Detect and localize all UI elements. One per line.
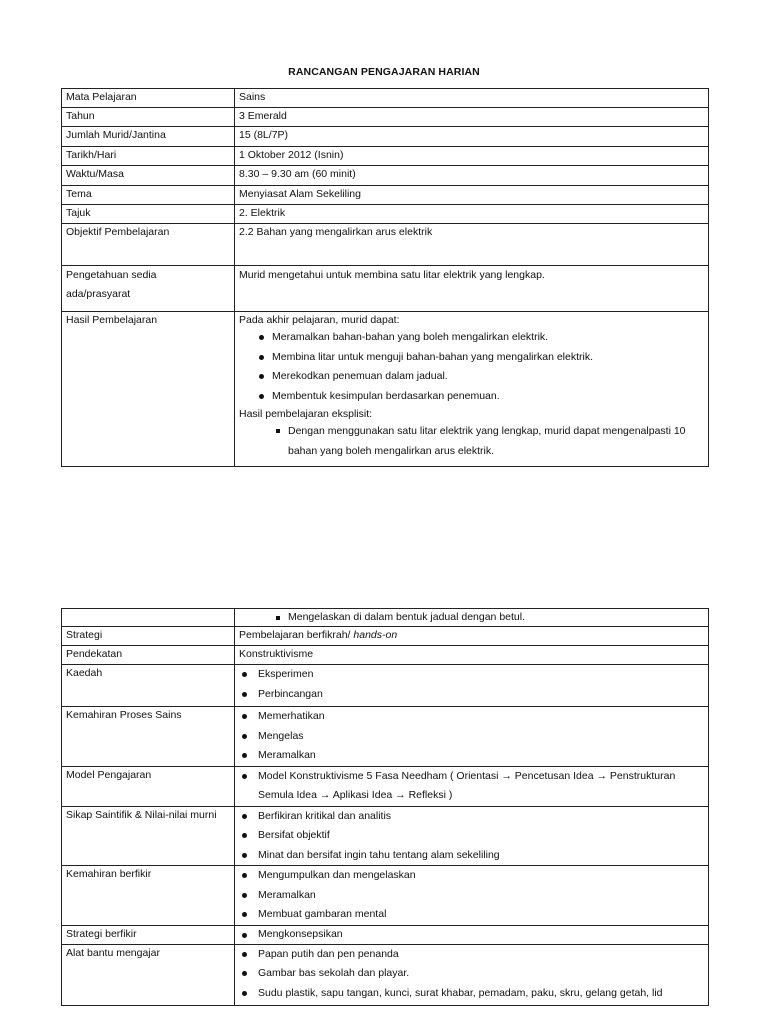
row-label: Kemahiran berfikir	[62, 866, 235, 926]
list-item: Perbincangan	[239, 685, 704, 705]
row-value: 8.30 – 9.30 am (60 minit)	[235, 166, 709, 186]
list-item: Membentuk kesimpulan berdasarkan penemuan.	[239, 387, 704, 407]
strategi-italic: hands-on	[353, 629, 398, 641]
row-label: Kaedah	[62, 665, 235, 707]
row-value	[235, 665, 709, 707]
list-item: Minat dan bersifat ingin tahu tentang alam sekeliling	[239, 846, 704, 866]
row-label: Pendekatan	[62, 646, 235, 665]
model-list	[239, 767, 704, 806]
table-row	[62, 707, 709, 767]
list-item: Memerhatikan	[239, 707, 704, 727]
row-label: Strategi	[62, 627, 235, 646]
row-label: Sikap Saintifik & Nilai-nilai murni	[62, 806, 235, 866]
table-row	[62, 627, 709, 646]
row-value	[235, 627, 709, 646]
row-label: Model Pengajaran	[62, 766, 235, 806]
item-line: Model Konstruktivisme 5 Fasa Needham ( Orientasi → Pencetusan Idea → Penstrukturan	[258, 769, 676, 782]
row-value: Menyiasat Alam Sekeliling	[235, 186, 709, 205]
row-label: Objektif Pembelajaran	[62, 224, 235, 266]
row-label: Tema	[62, 186, 235, 205]
row-value	[235, 312, 709, 467]
list-item	[239, 422, 704, 461]
hasil-intro: Pada akhir pelajaran, murid dapat:	[239, 314, 400, 326]
row-label: Waktu/Masa	[62, 166, 235, 186]
row-label: Hasil Pembelajaran	[62, 312, 235, 467]
list-item: Berfikiran kritikal dan analitis	[239, 807, 704, 827]
table-row	[62, 147, 709, 166]
list-item: Meramalkan bahan-bahan yang boleh mengalirkan elektrik.	[239, 328, 704, 348]
table-row	[62, 205, 709, 224]
row-value	[235, 944, 709, 1005]
table-row	[62, 89, 709, 108]
abm-list	[239, 945, 704, 1004]
list-item: Gambar bas sekolah dan playar.	[239, 964, 704, 984]
strategi-berfikir-list	[239, 926, 704, 943]
row-label: Strategi berfikir	[62, 925, 235, 944]
row-label: Alat bantu mengajar	[62, 944, 235, 1005]
hasil-list	[239, 328, 704, 406]
row-value: Murid mengetahui untuk membina satu litar elektrik yang lengkap.	[235, 266, 709, 312]
list-item: Meramalkan	[239, 886, 704, 906]
list-item: Mengumpulkan dan mengelaskan	[239, 866, 704, 886]
table-row	[62, 646, 709, 665]
table-row	[62, 766, 709, 806]
eksplisit-label: Hasil pembelajaran eksplisit:	[239, 408, 373, 420]
row-label: Tarikh/Hari	[62, 147, 235, 166]
row-value: Sains	[235, 89, 709, 108]
row-label	[62, 266, 235, 312]
row-value	[235, 766, 709, 806]
lesson-detail-table	[61, 608, 709, 1006]
label-line: ada/prasyarat	[66, 288, 131, 300]
row-value: 3 Emerald	[235, 108, 709, 127]
kps-list	[239, 707, 704, 766]
table-row	[62, 127, 709, 147]
row-value	[235, 806, 709, 866]
row-label: Tajuk	[62, 205, 235, 224]
row-label: Kemahiran Proses Sains	[62, 707, 235, 767]
row-value	[235, 866, 709, 926]
list-item: Membuat gambaran mental	[239, 905, 704, 925]
row-value: 15 (8L/7P)	[235, 127, 709, 147]
list-item: Membina litar untuk menguji bahan-bahan yang mengalirkan elektrik.	[239, 348, 704, 368]
row-label: Tahun	[62, 108, 235, 127]
list-item: Merekodkan penemuan dalam jadual.	[239, 367, 704, 387]
sikap-list	[239, 807, 704, 866]
page-title: RANCANGAN PENGAJARAN HARIAN	[288, 66, 480, 78]
row-value	[235, 609, 709, 627]
row-label	[62, 609, 235, 627]
item-line: bahan yang boleh mengalirkan arus elektrik.	[288, 444, 495, 457]
row-value: 1 Oktober 2012 (Isnin)	[235, 147, 709, 166]
continued-list	[239, 609, 704, 625]
row-label: Jumlah Murid/Jantina	[62, 127, 235, 147]
row-label: Mata Pelajaran	[62, 89, 235, 108]
list-item: Bersifat objektif	[239, 826, 704, 846]
table-row	[62, 866, 709, 926]
kaedah-list	[239, 665, 704, 704]
list-item: Mengkonsepsikan	[239, 926, 704, 943]
table-row	[62, 266, 709, 312]
list-item: Mengelas	[239, 727, 704, 747]
table-row	[62, 186, 709, 205]
row-value: 2. Elektrik	[235, 205, 709, 224]
table-row	[62, 806, 709, 866]
lesson-info-table	[61, 88, 709, 467]
row-value	[235, 925, 709, 944]
list-item: Sudu plastik, sapu tangan, kunci, surat khabar, pemadam, paku, skru, gelang getah, lid	[239, 984, 704, 1004]
table-row	[62, 108, 709, 127]
row-value	[235, 707, 709, 767]
row-value: 2.2 Bahan yang mengalirkan arus elektrik	[235, 224, 709, 266]
table-row	[62, 312, 709, 467]
eksplisit-list	[239, 422, 704, 461]
table-row	[62, 609, 709, 627]
kemahiran-berfikir-list	[239, 866, 704, 925]
table-row	[62, 224, 709, 266]
table-row	[62, 925, 709, 944]
list-item: Papan putih dan pen penanda	[239, 945, 704, 965]
list-item: Meramalkan	[239, 746, 704, 766]
row-value: Konstruktivisme	[235, 646, 709, 665]
table-row	[62, 665, 709, 707]
table-row	[62, 944, 709, 1005]
list-item: Eksperimen	[239, 665, 704, 685]
list-item	[239, 767, 704, 806]
item-line: Semula Idea → Aplikasi Idea → Refleksi )	[258, 789, 453, 801]
table-row	[62, 166, 709, 186]
item-line: Dengan menggunakan satu litar elektrik yang lengkap, murid dapat mengenalpasti 10	[288, 425, 686, 437]
strategi-text: Pembelajaran berfikrah/	[239, 629, 354, 641]
list-item: Mengelaskan di dalam bentuk jadual dengan betul.	[239, 609, 704, 625]
label-line: Pengetahuan sedia	[66, 269, 157, 281]
